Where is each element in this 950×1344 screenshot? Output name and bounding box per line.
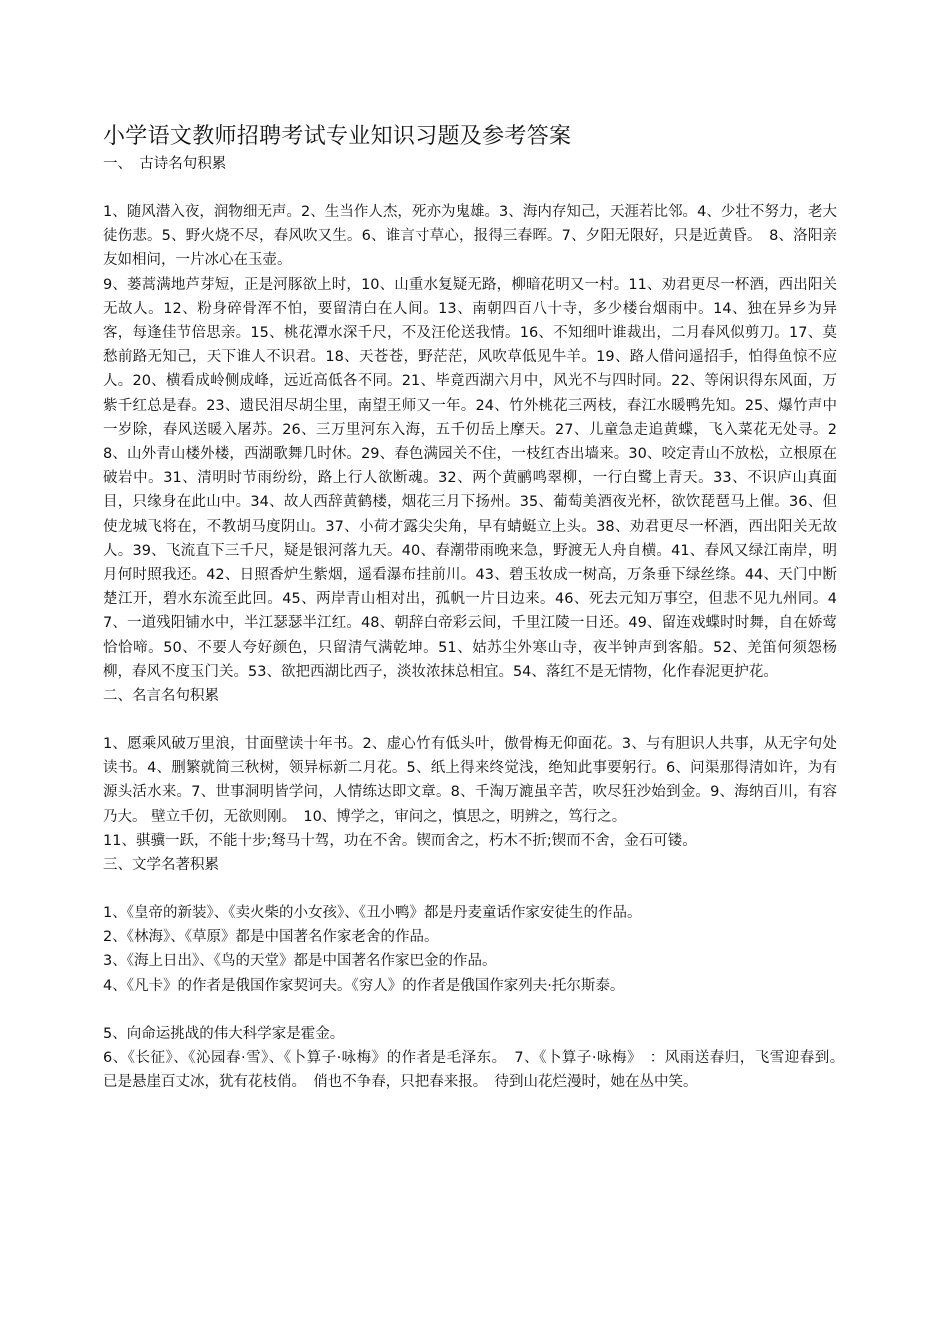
poems-paragraph-1: 1、随风潜入夜，润物细无声。2、生当作人杰，死亦为鬼雄。3、海内存知己，天涯若比邻。4、少壮不努力，老大徒伤悲。5、野火烧不尽，春风吹又生。6、谁言寸草心，报得三春晖。7、夕阳无限好，只是近黄昏。 8、洛阳亲友如相问，一片冰心在玉壶。 xyxy=(103,204,837,269)
poems-paragraph-2: 9、蒌蒿满地芦芽短，正是河豚欲上时，10、山重水复疑无路，柳暗花明又一村。11、劝君更尽一杯酒，西出阳关无故人。12、粉身碎骨浑不怕，要留清白在人间。13、南朝四百八十寺，多少楼台烟雨中。14、独在异乡为异客，每逢佳节倍思亲。15、桃花潭水深千尺，不及汪伦送我情。16、不知细叶谁裁出，二月春风似剪刀。17、莫愁前路无知己，天下谁人不识君。18、天苍苍，野茫茫，风吹草低见牛羊。19、路人借问遥招手，怕得鱼惊不应人。20、横看成岭侧成峰，远近高低各不同。21、毕竟西湖六月中，风光不与四时同。22、等闲识得东风面，万紫千红总是春。23、遗民泪尽胡尘里，南望王师又一年。24、竹外桃花三两枝，春江水暖鸭先知。25、爆竹声中一岁除，春风送暖入屠苏。26、三万里河东入海，五千仞岳上摩天。27、儿童急走追黄蝶，飞入菜花无处寻。28、山外青山楼外楼，西湖歌舞几时休。29、春色满园关不住，一枝红杏出墙来。30、咬定青山不放松，立根原在破岩中。31、清明时节雨纷纷，路上行人欲断魂。32、两个黄鹂鸣翠柳，一行白鹭上青天。33、不识庐山真面目，只缘身在此山中。34、故人西辞黄鹤楼，烟花三月下扬州。35、葡萄美酒夜光杯，欲饮琵琶马上催。36、但使龙城飞将在，不教胡马度阴山。37、小荷才露尖尖角，早有蜻蜓立上头。38、劝君更尽一杯酒，西出阳关无故人。39、飞流直下三千尺，疑是银河落九天。40、春潮带雨晚来急，野渡无人舟自横。41、春风又绿江南岸，明月何时照我还。42、日照香炉生紫烟，遥看瀑布挂前川。43、碧玉妆成一树高，万条垂下绿丝绦。44、天门中断楚江开，碧水东流至此回。45、两岸青山相对出，孤帆一片日边来。46、死去元知万事空，但悲不见九州同。47、一道残阳铺水中，半江瑟瑟半江红。48、朝辞白帝彩云间，千里江陵一日还。49、留连戏蝶时时舞，自在娇莺恰恰啼。50、不要人夸好颜色，只留清气满乾坤。51、姑苏尘外寒山寺，夜半钟声到客船。52、羌笛何须怨杨柳，春风不度玉门关。53、欲把西湖比西子，淡妆浓抹总相宜。54、落红不是无情物，化作春泥更护花。 xyxy=(103,276,837,680)
literature-item: 4、《凡卡》的作者是俄国作家契诃夫。《穷人》的作者是俄国作家列夫·托尔斯泰。 xyxy=(103,977,625,994)
section-heading-famous-quotes: 二、名言名句积累 xyxy=(103,688,219,705)
document-title: 小学语文教师招聘考试专业知识习题及参考答案 xyxy=(103,124,572,149)
literature-item: 1、《皇帝的新装》、《卖火柴的小女孩》、《丑小鸭》都是丹麦童话作家安徒生的作品。 xyxy=(103,905,642,922)
spacer xyxy=(103,877,837,901)
quotes-paragraph-2: 11、骐骥一跃，不能十步;驽马十驾，功在不舍。锲而舍之，朽木不折;锲而不舍，金石可镂。 xyxy=(103,832,697,849)
literature-item: 3、《海上日出》、《鸟的天堂》都是中国著名作家巴金的作品。 xyxy=(103,953,497,970)
section-heading-ancient-poems: 一、 古诗名句积累 xyxy=(103,156,227,172)
quotes-paragraph-1: 1、愿乘风破万里浪，甘面壁读十年书。2、虚心竹有低头叶，傲骨梅无仰面花。3、与有胆识人共事，从无字句处读书。4、删繁就简三秋树，领异标新二月花。5、纸上得来终觉浅，绝知此事要躬行。6、问渠那得清如许，为有源头活水来。7、世事洞明皆学问，人情练达即文章。8、千淘万漉虽辛苦，吹尽狂沙始到金。9、海纳百川，有容乃大。 壁立千仞，无欲则刚。 10、博学之，审问之，慎思之，明辨之，笃行之。 xyxy=(103,736,837,825)
literature-item: 5、向命运挑战的伟大科学家是霍金。 xyxy=(103,1025,345,1042)
spacer xyxy=(103,176,837,200)
spacer xyxy=(103,998,837,1022)
document-page xyxy=(103,122,852,1095)
section-heading-literature: 三、文学名著积累 xyxy=(103,857,219,874)
literature-item: 6、《长征》、《沁园春·雪》、《卜算子·咏梅》的作者是毛泽东。 7、《卜算子·咏梅》 ：风雨送春归，飞雪迎春到。 已是悬崖百丈冰，犹有花枝俏。 俏也不争春，只把春来报。 待到山花烂漫时，她在丛中笑。 xyxy=(103,1050,852,1091)
spacer xyxy=(103,708,837,732)
literature-item: 2、《林海》、《草原》都是中国著名作家老舍的作品。 xyxy=(103,929,439,946)
